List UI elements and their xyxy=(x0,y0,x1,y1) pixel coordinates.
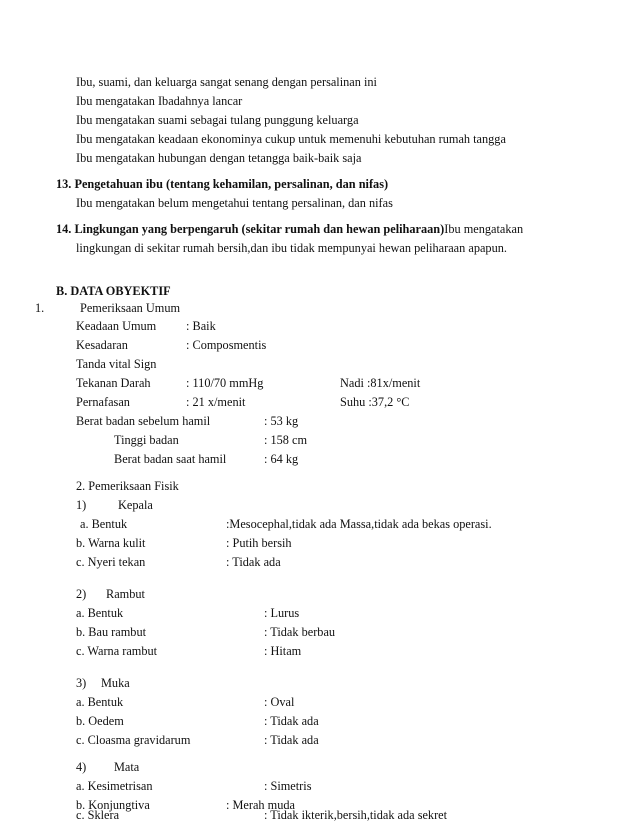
vital-sign-label: Tanda vital Sign xyxy=(76,357,157,371)
kesadaran-value: : Composmentis xyxy=(186,338,267,352)
eye-row-label: c. Sklera xyxy=(76,808,120,822)
face-row-value: : Tidak ada xyxy=(264,733,319,747)
hair-row-value: : Tidak berbau xyxy=(264,625,336,639)
section-14-line xyxy=(56,219,523,239)
head-row-value: : Tidak ada xyxy=(226,555,281,569)
objective-heading: B. DATA OBYEKTIF xyxy=(56,284,171,298)
eye-row-value: : Merah muda xyxy=(226,798,295,812)
head-row-label: c. Nyeri tekan xyxy=(76,555,146,569)
section-14-heading: 14. Lingkungan yang berpengaruh (sekitar rumah dan hewan peliharaan) xyxy=(56,222,445,236)
intro-line: Ibu mengatakan keadaan ekonominya cukup untuk memenuhi kebutuhan rumah tangga xyxy=(76,132,506,146)
section-13-text: Ibu mengatakan belum mengetahui tentang persalinan, dan nifas xyxy=(76,196,393,210)
eye-title: Mata xyxy=(114,760,140,774)
section-14-text-cont: lingkungan di sekitar rumah bersih,dan ibu tidak mempunyai hewan peliharaan apapun. xyxy=(76,241,507,255)
pulse-value: Nadi :81x/menit xyxy=(340,376,421,390)
head-number: 1) xyxy=(76,498,87,512)
intro-line: Ibu mengatakan hubungan dengan tetangga baik-baik saja xyxy=(76,151,362,165)
eye-row-value: : Simetris xyxy=(264,779,312,793)
hair-row-label: a. Bentuk xyxy=(76,606,124,620)
face-row-label: a. Bentuk xyxy=(76,695,124,709)
face-title: Muka xyxy=(101,676,130,690)
eye-row-label: b. Konjungtiva xyxy=(76,798,150,812)
intro-line: Ibu mengatakan Ibadahnya lancar xyxy=(76,94,243,108)
hair-number: 2) xyxy=(76,587,87,601)
temperature-value: Suhu :37,2 °C xyxy=(340,395,410,409)
face-row-label: c. Cloasma gravidarum xyxy=(76,733,191,747)
section-14-text: Ibu mengatakan xyxy=(444,222,524,236)
section-13-heading: 13. Pengetahuan ibu (tentang kehamilan, persalinan, dan nifas) xyxy=(56,177,389,191)
head-title: Kepala xyxy=(118,498,153,512)
head-row-label: a. Bentuk xyxy=(80,517,128,531)
weight-now-value: : 64 kg xyxy=(264,452,299,466)
face-row-value: : Oval xyxy=(264,695,295,709)
blood-pressure-label: Tekanan Darah xyxy=(76,376,151,390)
eye-row-value: : Tidak ikterik,bersih,tidak ada sekret xyxy=(264,808,448,822)
head-row-label: b. Warna kulit xyxy=(76,536,146,550)
height-value: : 158 cm xyxy=(264,433,308,447)
physical-exam-title: 2. Pemeriksaan Fisik xyxy=(76,479,179,493)
intro-line: Ibu, suami, dan keluarga sangat senang dengan persalinan ini xyxy=(76,75,377,89)
intro-line: Ibu mengatakan suami sebagai tulang punggung keluarga xyxy=(76,113,359,127)
weight-now-label: Berat badan saat hamil xyxy=(114,452,227,466)
weight-before-value: : 53 kg xyxy=(264,414,299,428)
face-row-value: : Tidak ada xyxy=(264,714,319,728)
hair-row-label: b. Bau rambut xyxy=(76,625,147,639)
hair-row-value: : Hitam xyxy=(264,644,302,658)
weight-before-label: Berat badan sebelum hamil xyxy=(76,414,211,428)
face-row-label: b. Oedem xyxy=(76,714,124,728)
face-number: 3) xyxy=(76,676,87,690)
height-label: Tinggi badan xyxy=(114,433,179,447)
eye-number: 4) xyxy=(76,760,87,774)
eye-row-label: a. Kesimetrisan xyxy=(76,779,153,793)
kesadaran-label: Kesadaran xyxy=(76,338,128,352)
item1-number: 1. xyxy=(35,301,45,315)
keadaan-value: : Baik xyxy=(186,319,216,333)
hair-title: Rambut xyxy=(106,587,145,601)
head-row-value: : Putih bersih xyxy=(226,536,292,550)
hair-row-value: : Lurus xyxy=(264,606,300,620)
keadaan-label: Keadaan Umum xyxy=(76,319,157,333)
respiration-value: : 21 x/menit xyxy=(186,395,246,409)
hair-row-label: c. Warna rambut xyxy=(76,644,158,658)
head-row-value: :Mesocephal,tidak ada Massa,tidak ada bekas operasi. xyxy=(226,517,492,531)
blood-pressure-value: : 110/70 mmHg xyxy=(186,376,264,390)
respiration-label: Pernafasan xyxy=(76,395,130,409)
item1-title: Pemeriksaan Umum xyxy=(80,301,181,315)
